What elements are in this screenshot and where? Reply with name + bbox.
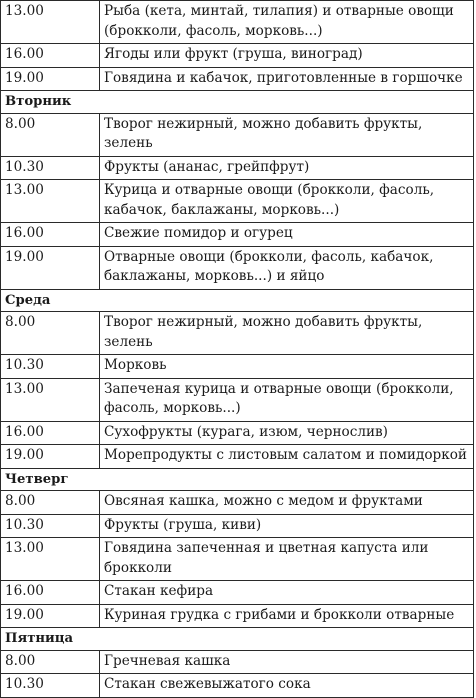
table-row: [1, 514, 474, 538]
meal-time: 8.00: [1, 113, 100, 156]
meal-time: 13.00: [1, 180, 100, 223]
meal-time: 19.00: [1, 445, 100, 469]
meal-time: 10.30: [1, 355, 100, 379]
meal-food: Овсяная кашка, можно с медом и фруктами: [100, 491, 474, 515]
meal-time: 19.00: [1, 67, 100, 91]
meal-food: Ягоды или фрукт (груша, виноград): [100, 44, 474, 68]
table-row: [1, 650, 474, 674]
table-row: [1, 223, 474, 247]
meal-time: 19.00: [1, 604, 100, 628]
meal-time: 8.00: [1, 491, 100, 515]
meal-food: Курица и отварные овощи (брокколи, фасоль, кабачок, баклажаны, морковь...): [100, 180, 474, 223]
meal-food: Морепродукты с листовым салатом и помидоркой: [100, 445, 474, 469]
meal-food: Гречневая кашка: [100, 650, 474, 674]
day-heading: Среда: [1, 289, 474, 312]
table-row: [1, 604, 474, 628]
meal-food: Говядина и кабачок, приготовленные в горшочке: [100, 67, 474, 91]
day-heading: Вторник: [1, 91, 474, 114]
meal-time: 13.00: [1, 538, 100, 581]
day-heading: Пятница: [1, 628, 474, 651]
meal-time: 16.00: [1, 44, 100, 68]
table-row: [1, 355, 474, 379]
meal-time: 13.00: [1, 378, 100, 421]
day-header-row: [1, 468, 474, 491]
meal-time: 10.30: [1, 514, 100, 538]
meal-food: Стакан свежевыжатого сока: [100, 674, 474, 698]
day-header-row: [1, 289, 474, 312]
meal-food: Стакан кефира: [100, 581, 474, 605]
meal-food: Сухофрукты (курага, изюм, чернослив): [100, 421, 474, 445]
meal-time: 10.30: [1, 674, 100, 698]
meal-food: Творог нежирный, можно добавить фрукты, зелень: [100, 312, 474, 355]
table-row: [1, 491, 474, 515]
meal-food: Отварные овощи (брокколи, фасоль, кабачок, баклажаны, морковь...) и яйцо: [100, 246, 474, 289]
table-row: [1, 674, 474, 698]
table-row: [1, 445, 474, 469]
meal-food: Морковь: [100, 355, 474, 379]
meal-food: Фрукты (груша, киви): [100, 514, 474, 538]
meal-food: Куриная грудка с грибами и брокколи отварные: [100, 604, 474, 628]
meal-time: 16.00: [1, 581, 100, 605]
day-heading: Четверг: [1, 468, 474, 491]
table-row: [1, 156, 474, 180]
table-row: [1, 246, 474, 289]
table-row: [1, 113, 474, 156]
table-row: [1, 67, 474, 91]
table-row: [1, 312, 474, 355]
table-row: [1, 421, 474, 445]
table-row: [1, 538, 474, 581]
meal-food: Творог нежирный, можно добавить фрукты, зелень: [100, 113, 474, 156]
meal-food: Рыба (кета, минтай, тилапия) и отварные овощи (брокколи, фасоль, морковь...): [100, 1, 474, 44]
table-row: [1, 581, 474, 605]
meal-food: Свежие помидор и огурец: [100, 223, 474, 247]
table-row: [1, 44, 474, 68]
meal-time: 16.00: [1, 421, 100, 445]
table-row: [1, 378, 474, 421]
table-row: [1, 180, 474, 223]
day-header-row: [1, 91, 474, 114]
table-row: [1, 1, 474, 44]
meal-food: Говядина запеченная и цветная капуста или брокколи: [100, 538, 474, 581]
day-header-row: [1, 628, 474, 651]
meal-time: 10.30: [1, 156, 100, 180]
meal-food: Запеченая курица и отварные овощи (брокколи, фасоль, морковь...): [100, 378, 474, 421]
meal-time: 13.00: [1, 1, 100, 44]
meal-time: 19.00: [1, 246, 100, 289]
meal-plan-body: [1, 1, 474, 698]
meal-time: 8.00: [1, 650, 100, 674]
meal-time: 8.00: [1, 312, 100, 355]
meal-time: 16.00: [1, 223, 100, 247]
meal-food: Фрукты (ананас, грейпфрут): [100, 156, 474, 180]
